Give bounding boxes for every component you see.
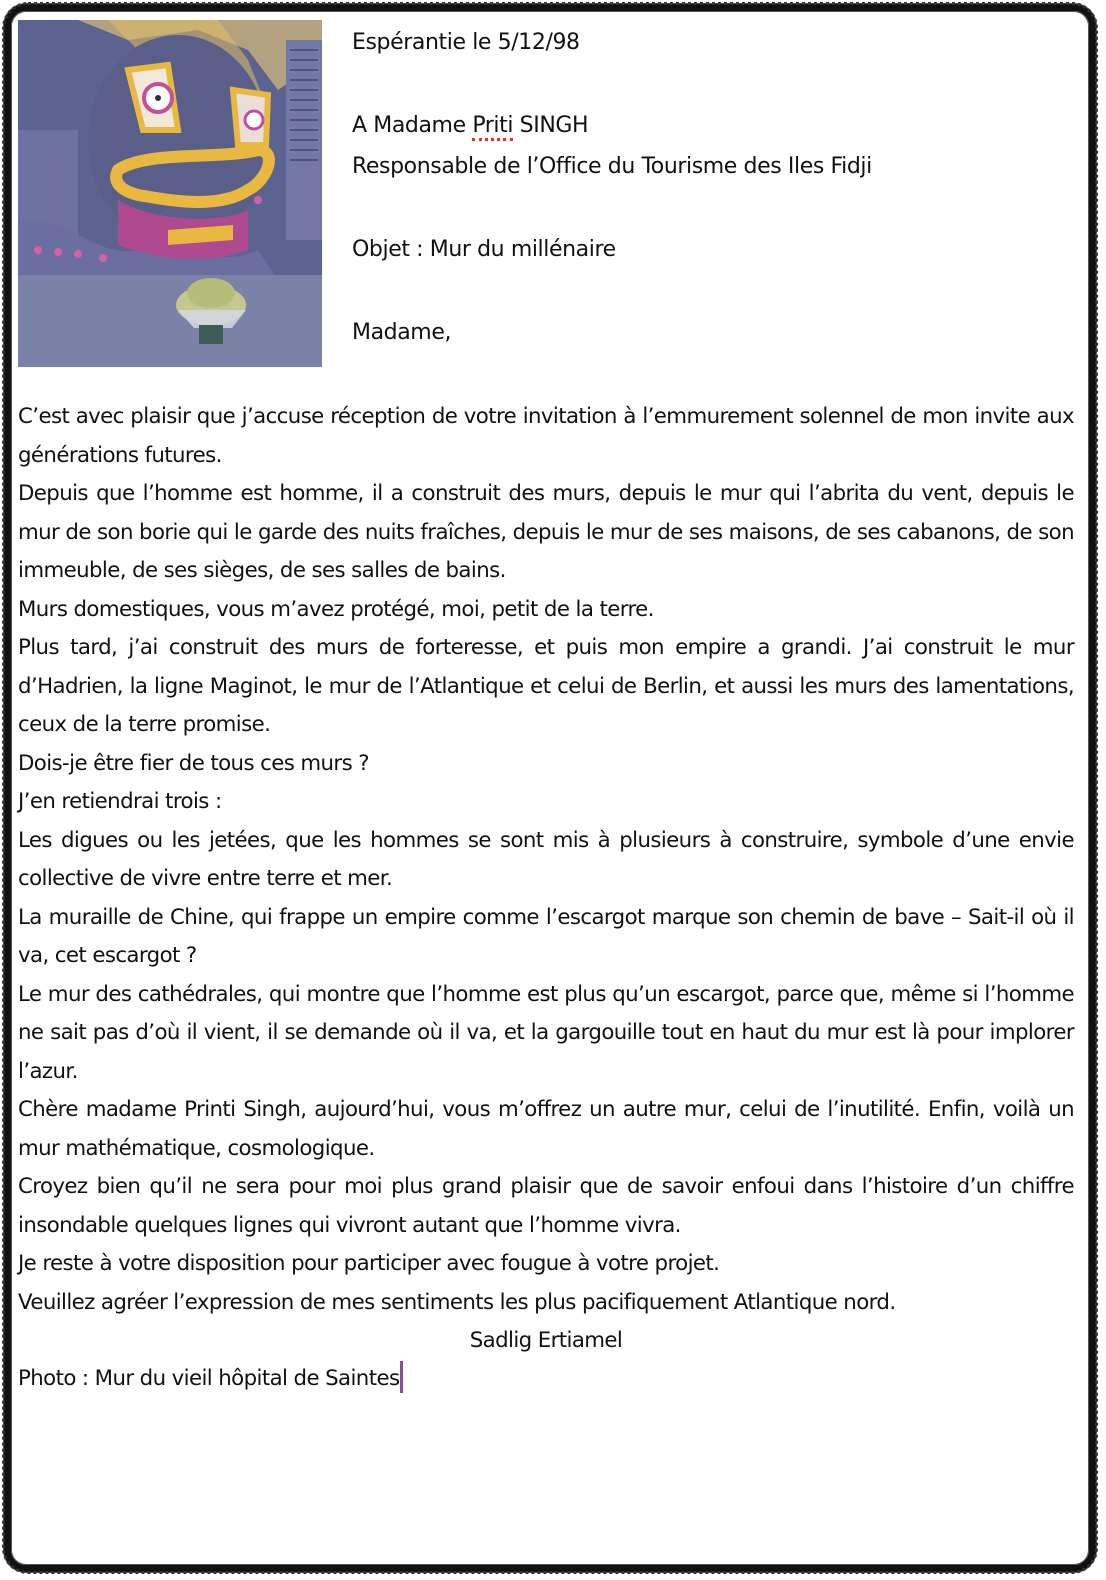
- recipient-prefix: A Madame: [352, 113, 473, 138]
- subject-line: Objet : Mur du millénaire: [352, 237, 616, 262]
- paragraph: Le mur des cathédrales, qui montre que l’homme est plus qu’un escargot, parce que, même si l’homme ne sait pas d’où il vient, il se demande où il va, et la gargouille tout en haut du mur est là pour implorer l’azur.: [18, 981, 1074, 1084]
- signature: Sadlig Ertiamel: [469, 1328, 623, 1353]
- paragraph: Je reste à votre disposition pour participer avec fougue à votre projet.: [18, 1251, 720, 1276]
- date-line: Espérantie le 5/12/98: [352, 30, 580, 55]
- salutation: Madame,: [352, 320, 452, 345]
- letter-header: [352, 22, 872, 353]
- graffiti-mural-image: [18, 20, 322, 367]
- paragraph: Dois-je être fier de tous ces murs ?: [18, 750, 369, 776]
- recipient-title: Responsable de l’Office du Tourisme des Iles Fidji: [352, 154, 872, 179]
- paragraph: Plus tard, j’ai construit des murs de forteresse, et puis mon empire a grandi. J’ai construit le mur d’Hadrien, la ligne Maginot, le mur de l’Atlantique et celui de Berlin, et aussi les murs des lamentations, ceux de la terre promise.: [18, 635, 1074, 737]
- paragraph: Croyez bien qu’il ne sera pour moi plus grand plaisir que de savoir enfoui dans l’histoire d’un chiffre insondable quelques lignes qui vivront autant que l’homme vivra.: [18, 1174, 1074, 1238]
- paragraph: Chère madame Printi Singh, aujourd’hui, vous m’offrez un autre mur, celui de l’inutilité. Enfin, voilà un mur mathématique, cosmologique.: [18, 1097, 1074, 1161]
- paragraph: J’en retiendrai trois :: [18, 789, 222, 814]
- recipient-lastname: SINGH: [513, 113, 589, 138]
- paragraph: Murs domestiques, vous m’avez protégé, moi, petit de la terre.: [18, 596, 654, 622]
- photo-caption-line[interactable]: [18, 1360, 1074, 1398]
- paragraph: C’est avec plaisir que j’accuse réception de votre invitation à l’emmurement solennel de mon invite aux générations futures.: [18, 404, 1074, 468]
- paragraph: Depuis que l’homme est homme, il a construit des murs, depuis le mur qui l’abrita du vent, depuis le mur de son borie qui le garde des nuits fraîches, depuis le mur de ses maisons, de ses cabanons, de son immeuble, de ses sièges, de ses salles de bains.: [18, 481, 1074, 583]
- paragraph: Veuillez agréer l’expression de mes sentiments les plus pacifiquement Atlantique nord.: [18, 1289, 896, 1315]
- text-cursor: [400, 1361, 403, 1393]
- paragraph: Les digues ou les jetées, que les hommes se sont mis à plusieurs à construire, symbole d’une envie collective de vivre entre terre et mer.: [18, 827, 1074, 891]
- photo-caption: Photo : Mur du vieil hôpital de Saintes: [18, 1366, 400, 1391]
- mural-photo: [18, 20, 322, 367]
- letter-body: [18, 398, 1074, 1398]
- paragraph: La muraille de Chine, qui frappe un empire comme l’escargot marque son chemin de bave – Sait-il où il va, cet escargot ?: [18, 904, 1074, 968]
- recipient-name: [352, 105, 872, 146]
- recipient-firstname-misspelled[interactable]: Priti: [472, 113, 513, 141]
